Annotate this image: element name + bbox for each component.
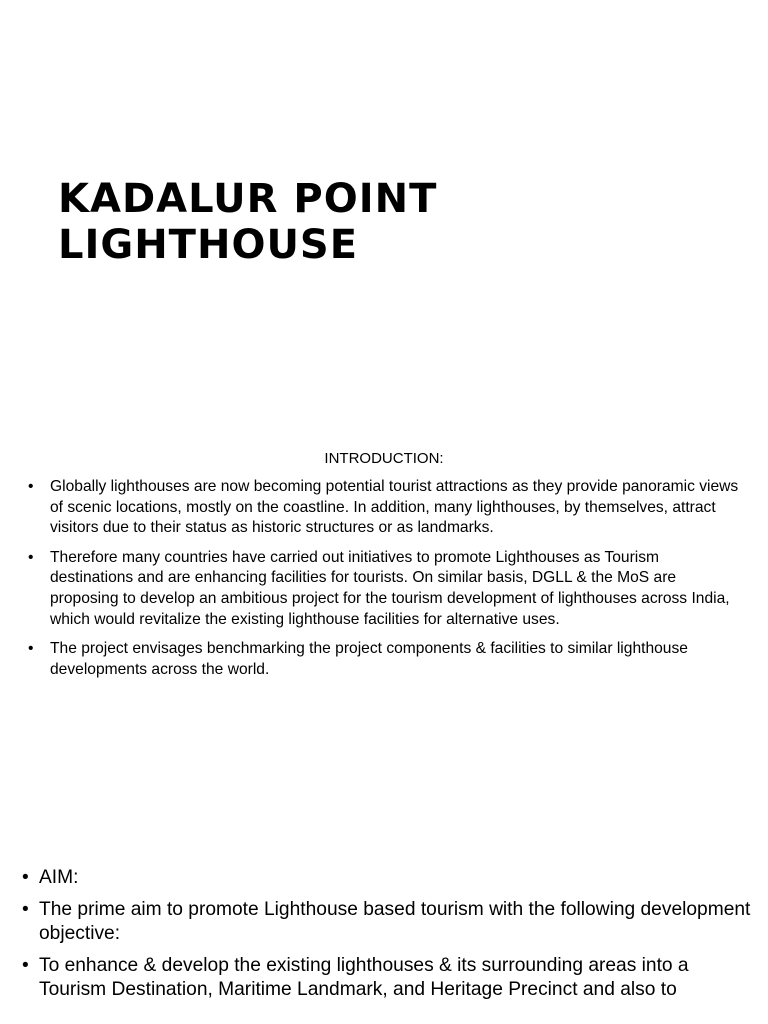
bullet-text: Therefore many countries have carried out initiatives to promote Lighthouses as Tourism destinations and are enhancing facilities for tourists. On similar basis, DGLL & the MoS are proposing to develop an ambitious project for the tourism development of lighthouses across India, which would revitalize the existing lighthouse facilities for alternative uses. (50, 548, 730, 628)
aim-slide (0, 864, 768, 1024)
bullet-text: The prime aim to promote Lighthouse based tourism with the following development objective: (39, 898, 751, 944)
document-title (58, 176, 437, 268)
bullet-icon: • (22, 867, 29, 888)
bullet-icon: • (22, 954, 29, 976)
list-item (22, 954, 752, 1003)
bullet-text: Globally lighthouses are now becoming potential tourist attractions as they provide panoramic views of scenic locations, mostly on the coastline. In addition, many lighthouses, by themselves, attract visitors due to their status as historic structures or as landmarks. (50, 478, 739, 537)
bullet-text: The project envisages benchmarking the project components & facilities to similar lighthouse developments across the world. (50, 640, 688, 678)
bullet-icon: • (28, 640, 34, 658)
list-item (28, 477, 744, 539)
bullet-icon: • (28, 478, 34, 495)
introduction-slide (0, 432, 768, 864)
introduction-heading: INTRODUCTION: (324, 450, 444, 467)
list-item (28, 639, 744, 680)
bullet-text: AIM: (39, 867, 79, 888)
bullet-icon: • (22, 898, 29, 920)
title-slide (0, 0, 768, 432)
list-item (22, 866, 752, 891)
list-item (28, 548, 744, 630)
introduction-bullet-list (28, 477, 744, 689)
bullet-icon: • (28, 548, 34, 566)
title-line-1: KADALUR POINT (58, 176, 438, 222)
title-line-2: LIGHTHOUSE (58, 222, 359, 268)
bullet-text: To enhance & develop the existing lighthouses & its surrounding areas into a Tourism Destination, Maritime Landmark, and Heritage Precinct and also to (39, 954, 689, 1000)
list-item (22, 898, 752, 947)
aim-bullet-list (22, 866, 752, 1010)
